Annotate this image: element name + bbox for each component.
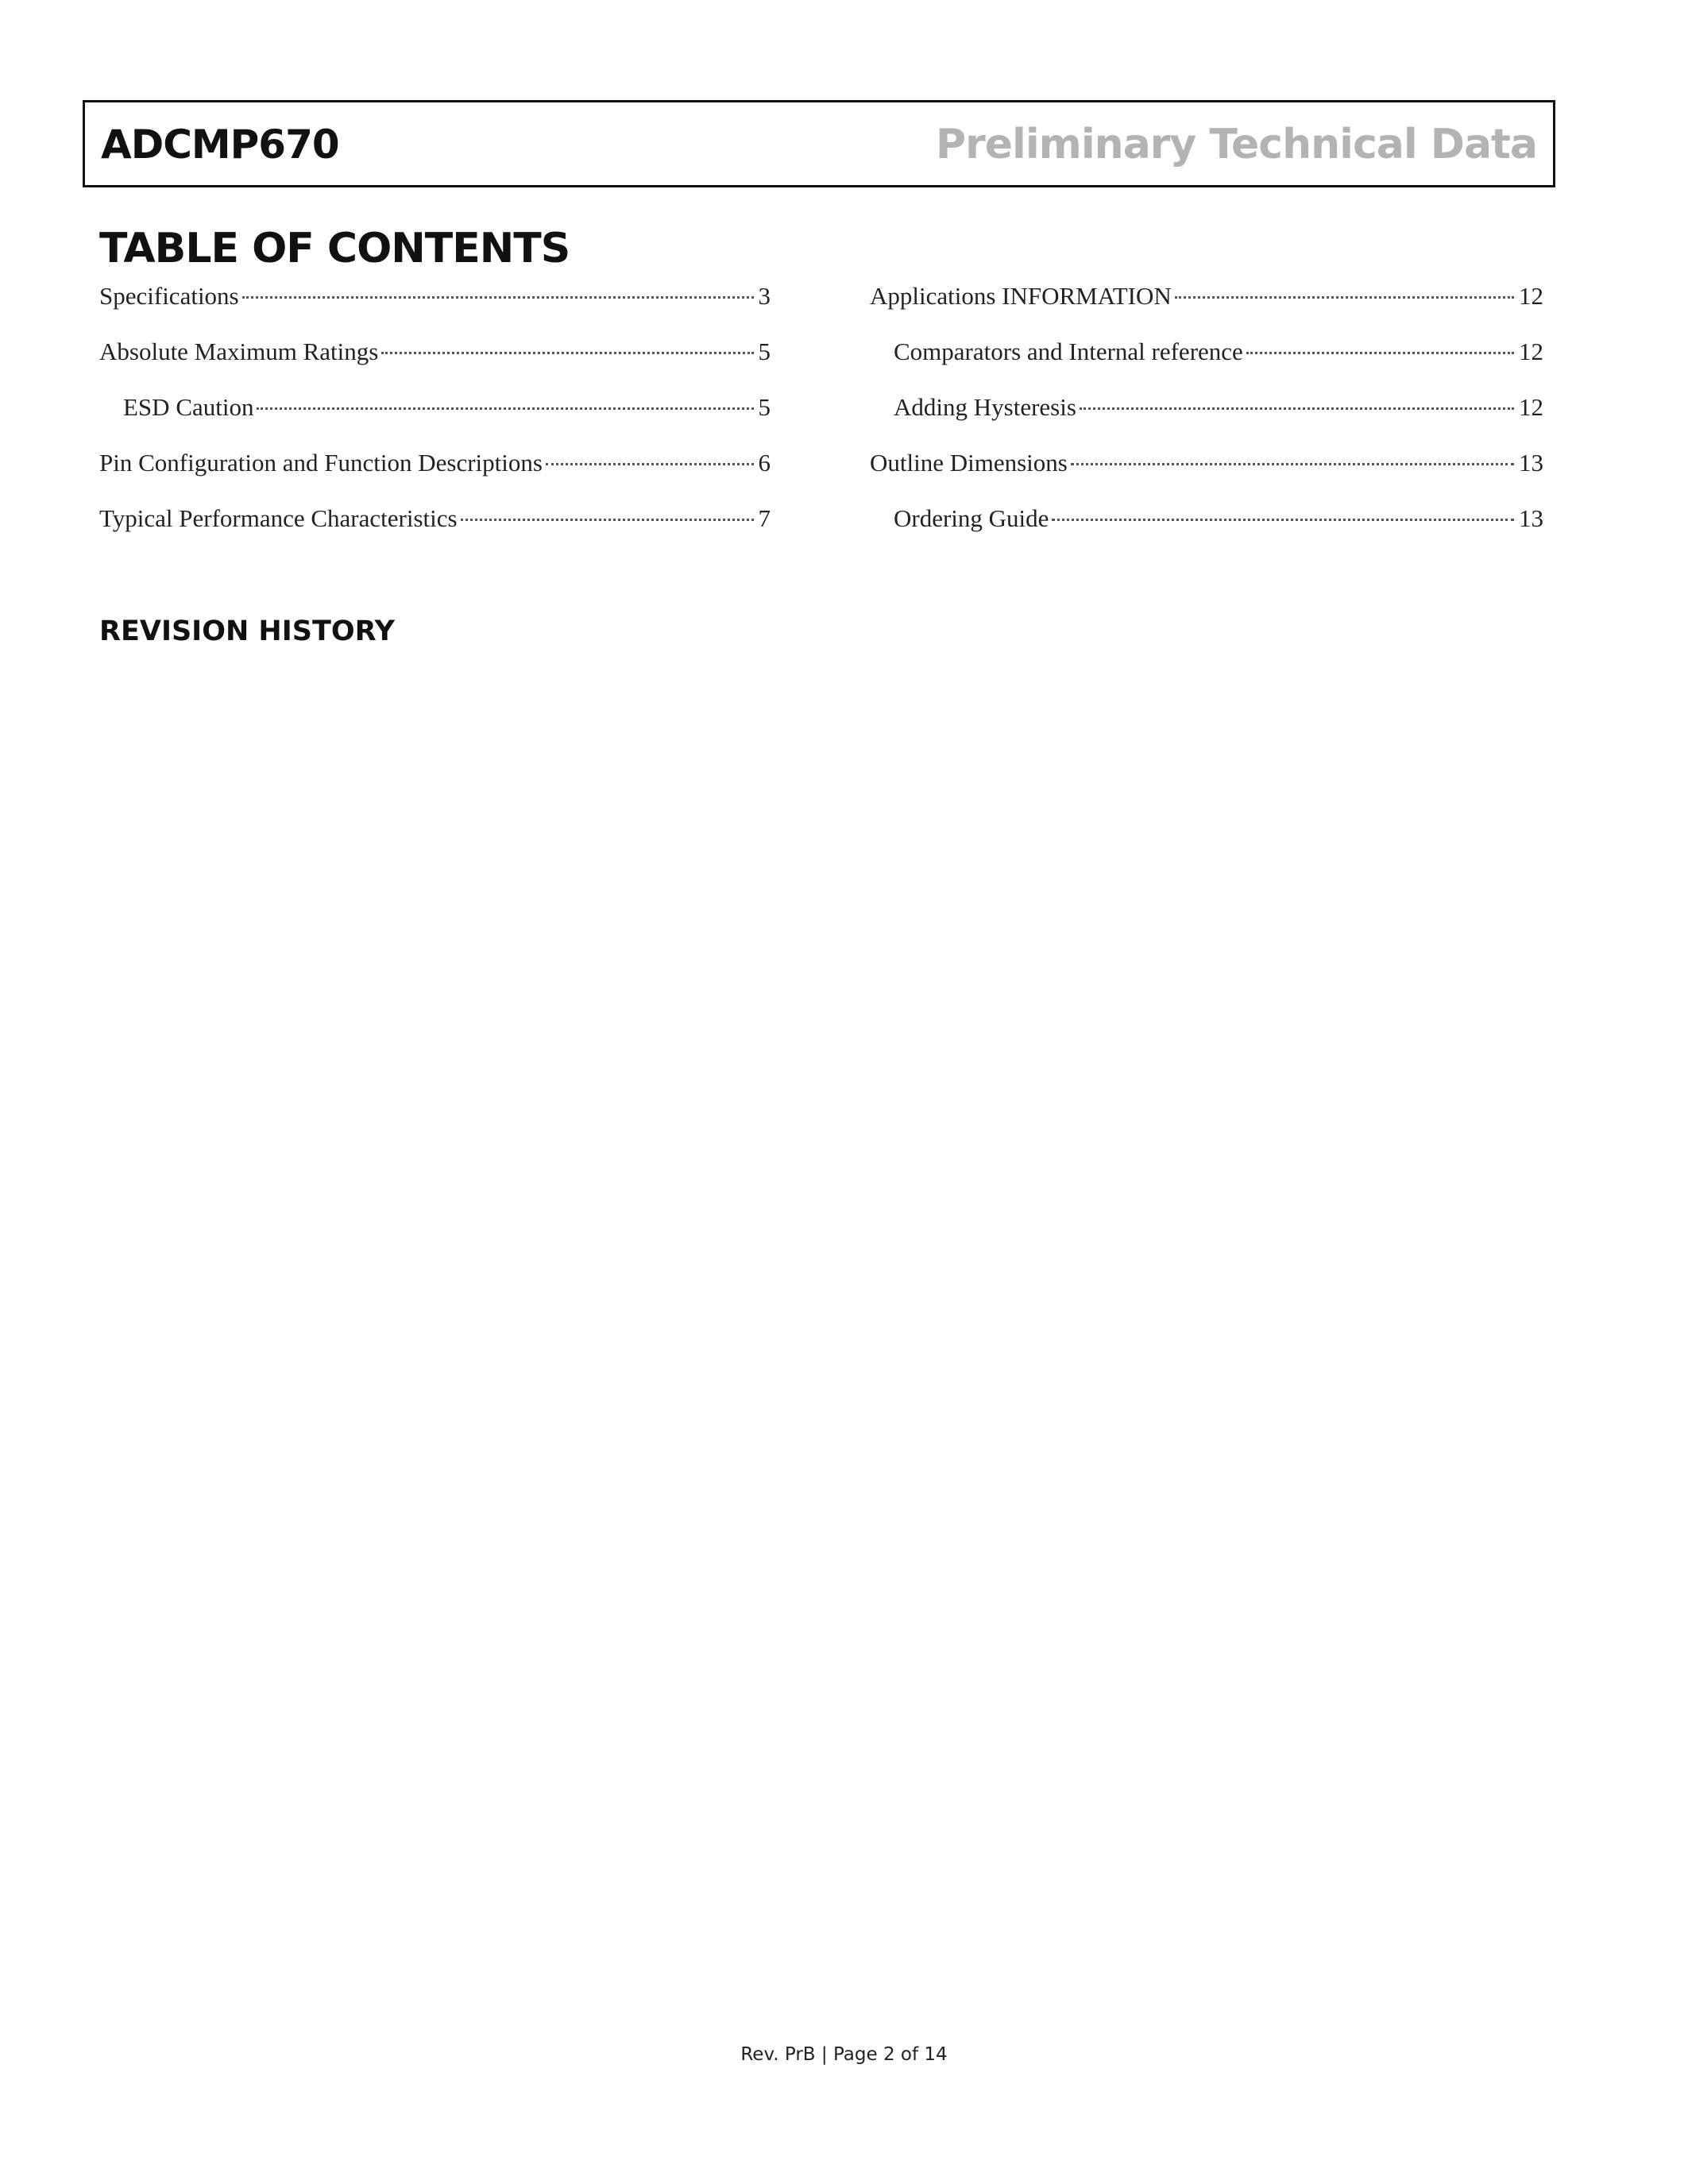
toc-leader-dots (1071, 463, 1514, 465)
toc-leader-dots (546, 463, 754, 465)
toc-entry-text: Absolute Maximum Ratings (99, 338, 379, 365)
toc-entry-text: Ordering Guide (894, 504, 1049, 532)
toc-entry-absolute-maximum-ratings[interactable] (99, 338, 771, 393)
toc-entry-ordering-guide[interactable] (870, 504, 1543, 560)
toc-entry-esd-caution[interactable] (99, 393, 771, 449)
toc-page-number: 12 (1519, 393, 1543, 421)
document-status: Preliminary Technical Data (936, 121, 1537, 168)
toc-page-number: 5 (758, 338, 771, 365)
toc-entry-specifications[interactable] (99, 282, 771, 338)
toc-entry-text: ESD Caution (123, 393, 254, 421)
toc-page-number: 12 (1519, 338, 1543, 365)
toc-entry-pin-configuration[interactable] (99, 449, 771, 504)
toc-page-number: 3 (758, 282, 771, 310)
toc-leader-dots (1246, 352, 1514, 354)
toc-entry-comparators-internal-reference[interactable] (870, 338, 1543, 393)
page-footer: Rev. PrB | Page 2 of 14 (740, 2044, 948, 2065)
toc-leader-dots (461, 519, 754, 521)
toc-leader-dots (381, 352, 753, 354)
toc-entry-text: Pin Configuration and Function Descriptions (99, 449, 543, 477)
toc-entry-applications-information[interactable] (870, 282, 1543, 338)
toc-entry-text: Applications INFORMATION (870, 282, 1172, 310)
toc-entry-adding-hysteresis[interactable] (870, 393, 1543, 449)
page-header (83, 100, 1555, 187)
toc-left-column (99, 282, 771, 560)
revision-history-heading: REVISION HISTORY (99, 615, 395, 647)
toc-leader-dots (257, 407, 753, 410)
toc-right-column (870, 282, 1543, 560)
toc-title: TABLE OF CONTENTS (99, 225, 570, 272)
toc-entry-outline-dimensions[interactable] (870, 449, 1543, 504)
toc-page-number: 13 (1519, 504, 1543, 532)
toc-entry-text: Outline Dimensions (870, 449, 1068, 477)
toc-leader-dots (242, 296, 754, 299)
toc-leader-dots (1080, 407, 1514, 410)
part-number: ADCMP670 (101, 122, 339, 168)
toc-page-number: 7 (758, 504, 771, 532)
toc-entry-text: Typical Performance Characteristics (99, 504, 458, 532)
toc-leader-dots (1175, 296, 1514, 299)
toc-page-number: 12 (1519, 282, 1543, 310)
toc-page-number: 6 (758, 449, 771, 477)
toc-page-number: 13 (1519, 449, 1543, 477)
toc-entry-text: Specifications (99, 282, 239, 310)
toc-entry-text: Adding Hysteresis (894, 393, 1076, 421)
toc-entry-text: Comparators and Internal reference (894, 338, 1243, 365)
toc-entry-typical-performance[interactable] (99, 504, 771, 560)
toc-leader-dots (1052, 519, 1514, 521)
toc-page-number: 5 (758, 393, 771, 421)
